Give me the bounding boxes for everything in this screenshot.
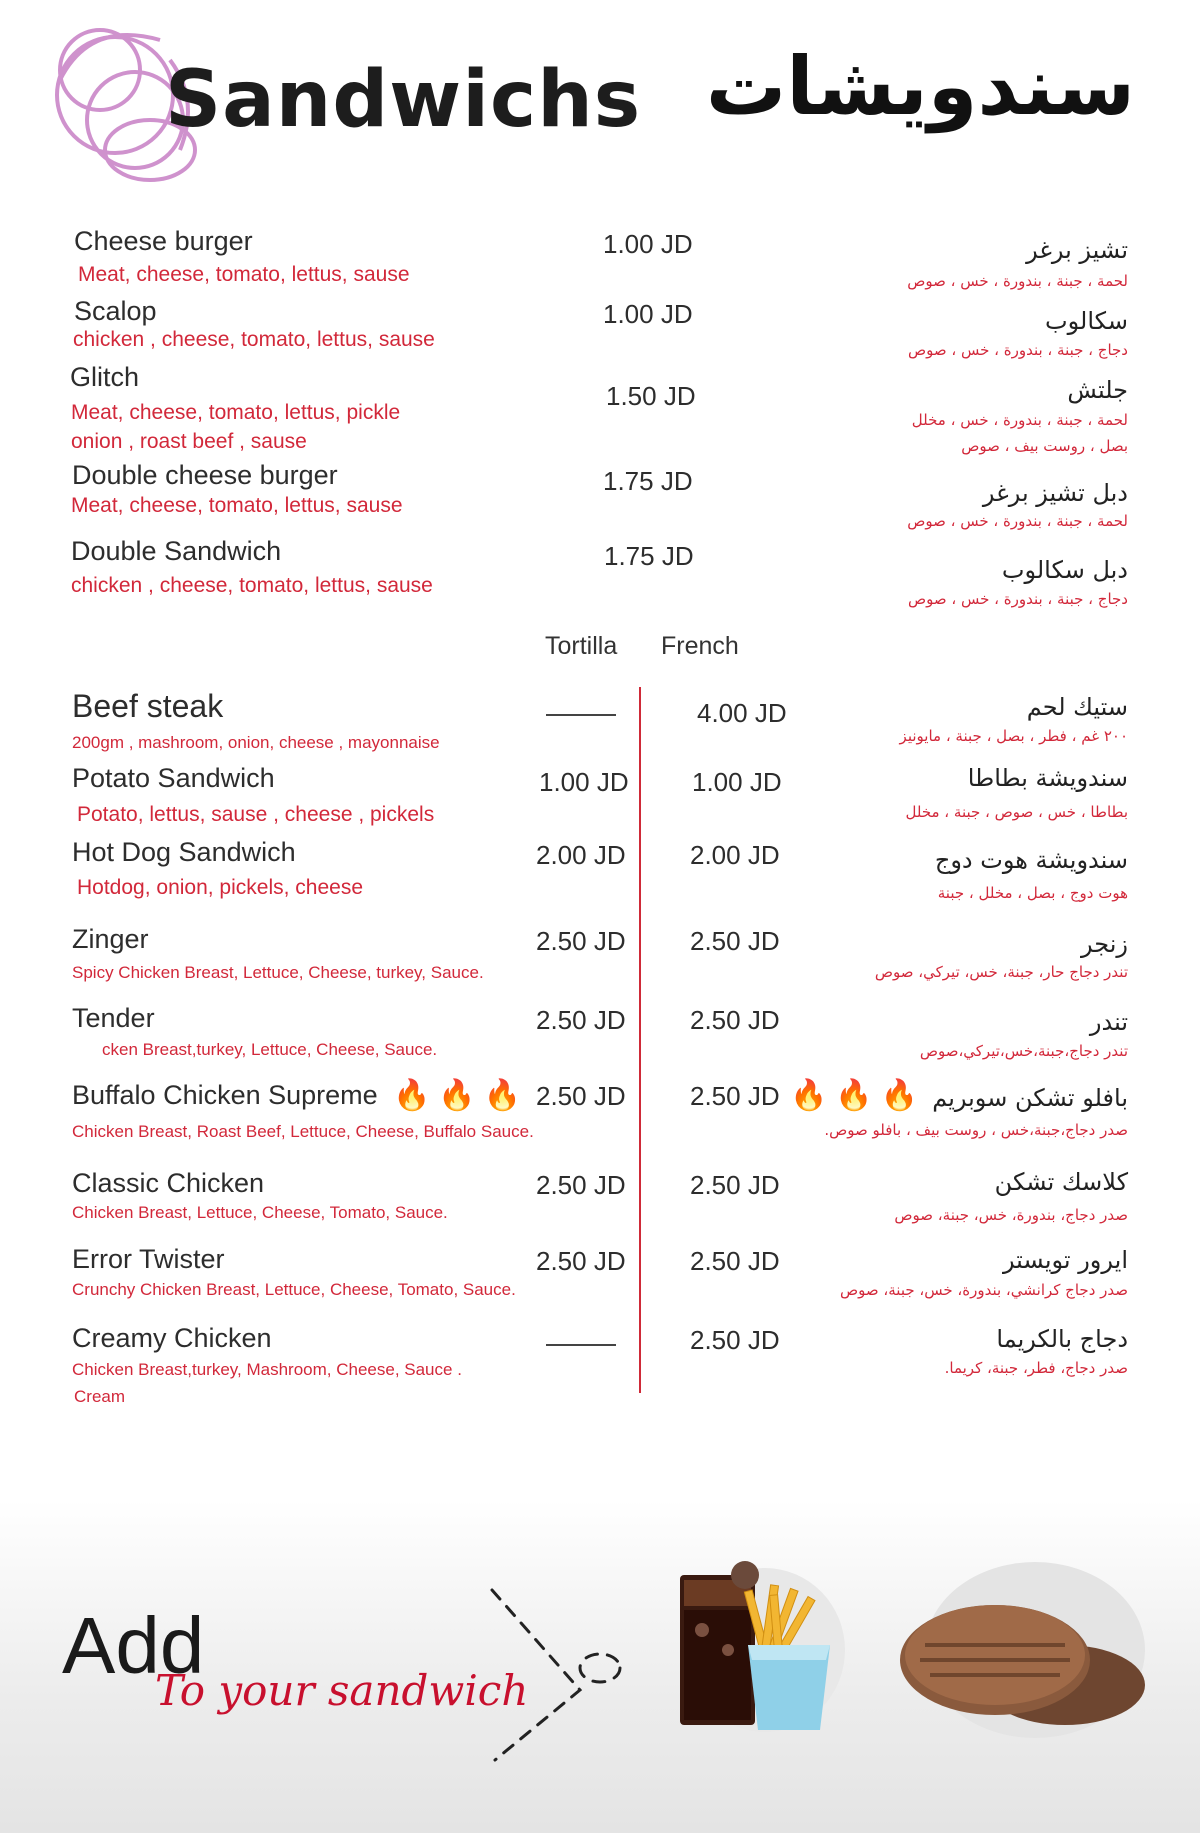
menu-item-desc: Cream: [74, 1387, 126, 1406]
menu-item-desc-ar: صدر دجاج، فطر، جبنة، كريما.: [944, 1359, 1128, 1377]
menu-item-name: Buffalo Chicken Supreme: [72, 1080, 378, 1110]
menu-item-price-tortilla: 2.00 JD: [536, 840, 626, 870]
menu-item-name-ar: زنجر: [1080, 930, 1128, 958]
menu-item-desc-ar: صدر دجاج كرانشي، بندورة، خس، جبنة، صوص: [840, 1281, 1128, 1299]
menu-item-name: Classic Chicken: [72, 1168, 265, 1198]
menu-item-name-ar: كلاسك تشكن: [994, 1168, 1128, 1196]
menu-item-desc-ar: تندر دجاج،جبنة،خس،تيركي،صوص: [919, 1042, 1128, 1060]
menu-item-desc: Meat, cheese, tomato, lettus, sause: [71, 494, 403, 517]
menu-item-desc: Chicken Breast, Roast Beef, Lettuce, Cheese, Buffalo Sauce.: [72, 1122, 534, 1141]
add-subheading: To your sandwich: [155, 1666, 529, 1715]
menu-item-price: 1.00 JD: [603, 229, 693, 259]
menu-item-price-tortilla: 1.00 JD: [539, 767, 629, 797]
drink-fries-image: [670, 1550, 845, 1735]
column-header-french: French: [661, 632, 739, 660]
page-title-arabic: سندويشات: [705, 40, 1135, 133]
page-title-english: Sandwichs: [165, 55, 642, 145]
column-header-tortilla: Tortilla: [545, 632, 618, 660]
menu-item-desc: chicken , cheese, tomato, lettus, sause: [73, 328, 435, 351]
menu-item-name: Beef steak: [72, 688, 224, 724]
menu-item-price-tortilla: 2.50 JD: [536, 1005, 626, 1035]
menu-item-desc-ar: لحمة ، جبنة ، بندورة ، خس ، صوص: [907, 272, 1128, 290]
menu-item-name-ar: سكالوب: [1045, 307, 1128, 335]
menu-item-desc-ar: صدر دجاج، بندورة، خس، جبنة، صوص: [894, 1206, 1128, 1224]
menu-item-name: Hot Dog Sandwich: [72, 837, 296, 867]
menu-item-price-french: 2.50 JD: [690, 1246, 780, 1276]
menu-item-name-ar: تندر: [1089, 1008, 1128, 1036]
menu-item-price: 1.75 JD: [603, 466, 693, 496]
menu-item-name-ar: ايرور تويستر: [1002, 1246, 1128, 1274]
menu-item-price-french: 2.50 JD: [690, 1081, 780, 1111]
menu-item-price-french: 2.00 JD: [690, 840, 780, 870]
menu-item-name-ar: دبل سكالوب: [1001, 556, 1128, 584]
menu-item-name: Zinger: [72, 924, 149, 954]
menu-item-desc: Crunchy Chicken Breast, Lettuce, Cheese, Tomato, Sauce.: [72, 1280, 516, 1299]
menu-item-desc: Chicken Breast,turkey, Mashroom, Cheese, Sauce .: [72, 1360, 462, 1379]
menu-item-desc: onion , roast beef , sause: [71, 430, 307, 453]
menu-item-desc: Potato, lettus, sause , cheese , pickels: [77, 803, 435, 826]
menu-item-desc-ar: هوت دوج ، بصل ، مخلل ، جبنة: [937, 884, 1128, 902]
price-unavailable-dash: [546, 1344, 616, 1346]
menu-item-price-tortilla: 2.50 JD: [536, 1246, 626, 1276]
menu-item-price: 1.75 JD: [604, 541, 694, 571]
menu-item-desc: Spicy Chicken Breast, Lettuce, Cheese, turkey, Sauce.: [72, 963, 484, 982]
menu-item-name-ar: تشيز برغر: [1026, 236, 1128, 264]
menu-item-desc: Meat, cheese, tomato, lettus, sause: [78, 263, 410, 286]
menu-item-desc-ar: ٢٠٠ غم ، فطر ، بصل ، جبنة ، مايونيز: [899, 727, 1128, 745]
menu-item-name: Glitch: [70, 362, 140, 392]
menu-item-name-ar: دجاج بالكريما: [996, 1325, 1128, 1353]
price-unavailable-dash: [546, 714, 616, 716]
menu-item-name-ar: بافلو تشكن سوبريم: [932, 1084, 1128, 1112]
column-divider: [639, 687, 641, 1393]
menu-item-desc: chicken , cheese, tomato, lettus, sause: [71, 574, 433, 597]
menu-item-desc: Meat, cheese, tomato, lettus, pickle: [71, 401, 401, 424]
menu-item-desc: cken Breast,turkey, Lettuce, Cheese, Sauce.: [102, 1040, 438, 1059]
menu-item-desc-ar: بصل ، روست بيف ، صوص: [961, 437, 1128, 455]
menu-item-desc-ar: صدر دجاج،جبنة،خس ، روست بيف ، بافلو صوص.: [824, 1121, 1128, 1139]
menu-item-name: Tender: [72, 1003, 155, 1033]
menu-item-price-tortilla: 2.50 JD: [536, 926, 626, 956]
menu-item-name: Error Twister: [72, 1244, 225, 1274]
menu-item-price-french: 4.00 JD: [697, 698, 787, 728]
menu-item-price-tortilla: 2.50 JD: [536, 1081, 626, 1111]
fire-icon: 🔥🔥🔥: [790, 1079, 927, 1112]
menu-item-price-tortilla: 2.50 JD: [536, 1170, 626, 1200]
menu-item-price-french: 2.50 JD: [690, 1170, 780, 1200]
menu-item-name: Potato Sandwich: [72, 763, 275, 793]
menu-item-name: Double Sandwich: [71, 536, 282, 566]
menu-item-name-ar: جلتش: [1067, 376, 1128, 404]
menu-item-name: Scalop: [74, 296, 157, 326]
menu-item-desc: 200gm , mashroom, onion, cheese , mayonnaise: [72, 733, 440, 752]
menu-item-desc-ar: لحمة ، جبنة ، بندورة ، خس ، صوص: [907, 512, 1128, 530]
menu-item-desc-ar: لحمة ، جبنة ، بندورة ، خس ، مخلل: [911, 411, 1128, 429]
menu-item-price-french: 2.50 JD: [690, 926, 780, 956]
menu-item-price: 1.00 JD: [603, 299, 693, 329]
menu-item-name-ar: سندويشة هوت دوج: [934, 846, 1128, 874]
menu-item-name-ar: دبل تشيز برغر: [982, 479, 1128, 507]
menu-item-desc-ar: بطاطا ، خس ، صوص ، جبنة ، مخلل: [905, 803, 1128, 821]
menu-item-price-french: 2.50 JD: [690, 1005, 780, 1035]
menu-item-name: Creamy Chicken: [72, 1323, 272, 1353]
menu-item-desc-ar: دجاج ، جبنة ، بندورة ، خس ، صوص: [907, 341, 1128, 359]
menu-item-price-french: 1.00 JD: [692, 767, 782, 797]
menu-item-desc: Chicken Breast, Lettuce, Cheese, Tomato, Sauce.: [72, 1203, 448, 1222]
add-heading: Add: [62, 1601, 205, 1690]
menu-item-desc-ar: تندر دجاج حار، جبنة، خس، تيركي، صوص: [874, 963, 1128, 981]
menu-item-name-ar: سندويشة بطاطا: [967, 764, 1128, 792]
beef-patties-image: [895, 1560, 1155, 1740]
menu-item-name: Double cheese burger: [72, 460, 338, 490]
menu-item-price-french: 2.50 JD: [690, 1325, 780, 1355]
dashed-scissors-icon: [470, 1580, 630, 1770]
menu-item-name: Cheese burger: [74, 226, 253, 256]
menu-item-desc: Hotdog, onion, pickels, cheese: [77, 876, 364, 899]
menu-item-price: 1.50 JD: [606, 381, 696, 411]
menu-item-desc-ar: دجاج ، جبنة ، بندورة ، خس ، صوص: [907, 590, 1128, 608]
menu-item-name-ar: ستيك لحم: [1026, 693, 1128, 721]
fire-icon: 🔥🔥🔥: [393, 1079, 530, 1112]
